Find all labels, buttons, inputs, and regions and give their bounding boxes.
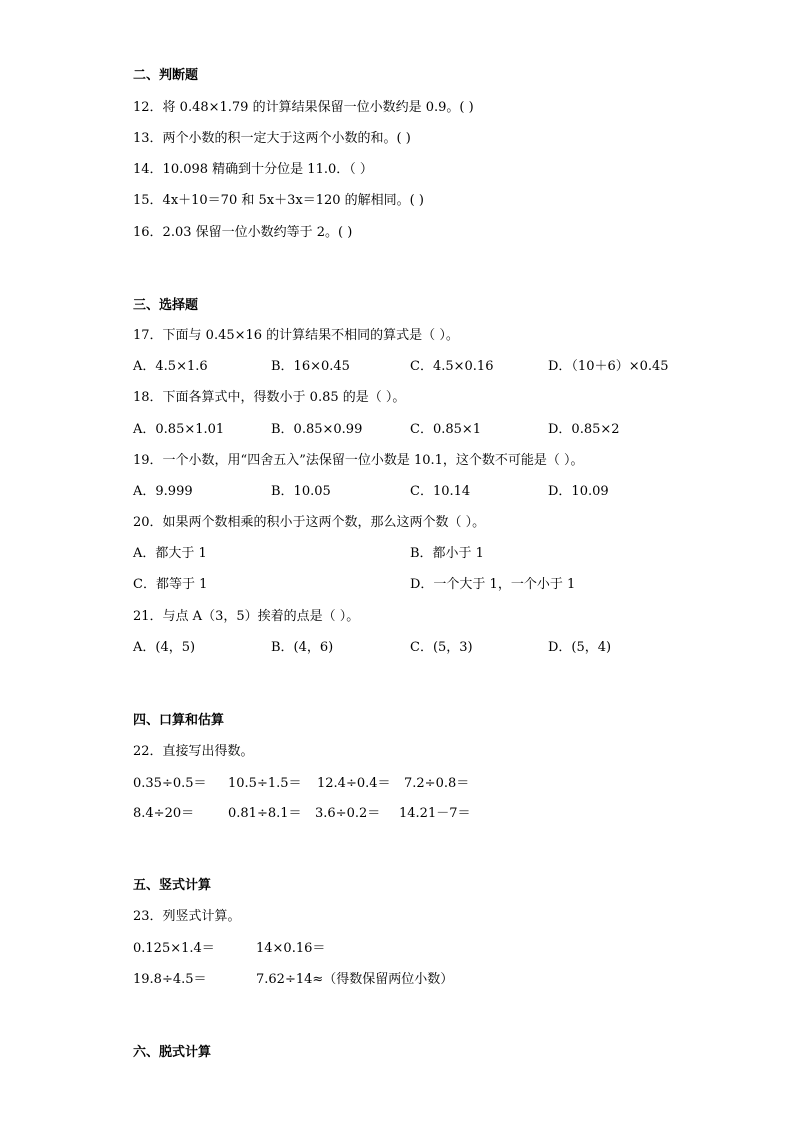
q23-item-4: 7.62÷14≈（得数保留两位小数）	[256, 972, 454, 987]
question-14: 14．10.098 精确到十分位是 11.0．（ ）	[133, 162, 373, 177]
q23-item-3: 19.8÷4.5＝	[133, 972, 207, 987]
question-20: 20．如果两个数相乘的积小于这两个数，那么这两个数（ ）。	[133, 515, 486, 530]
question-13: 13．两个小数的积一定大于这两个小数的和。( )	[133, 131, 411, 146]
q19-option-c: C．10.14	[410, 484, 471, 499]
section-title-step-calc: 六、脱式计算	[133, 1045, 212, 1060]
q19-option-b: B．10.05	[271, 484, 331, 499]
q21-option-b: B．(4，6)	[271, 640, 334, 655]
q20-option-b: B．都小于 1	[410, 546, 484, 561]
question-22: 22．直接写出得数。	[133, 744, 254, 759]
question-19: 19．一个小数，用“四舍五入”法保留一位小数是 10.1，这个数不可能是（ ）。	[133, 453, 584, 468]
question-15: 15．4x＋10＝70 和 5x＋3x＝120 的解相同。( )	[133, 193, 424, 208]
q22-item-3: 12.4÷0.4＝	[317, 776, 391, 791]
q20-option-c: C．都等于 1	[133, 577, 208, 592]
q17-option-c: C．4.5×0.16	[410, 359, 494, 374]
q22-item-7: 3.6÷0.2＝	[315, 806, 381, 821]
question-17: 17．下面与 0.45×16 的计算结果不相同的算式是（ ）。	[133, 328, 459, 343]
question-21: 21．与点 A（3，5）挨着的点是（ ）。	[133, 609, 360, 624]
q22-item-4: 7.2÷0.8＝	[404, 776, 470, 791]
q23-item-1: 0.125×1.4＝	[133, 941, 215, 956]
q17-option-a: A．4.5×1.6	[133, 359, 208, 374]
q17-option-b: B．16×0.45	[271, 359, 350, 374]
q21-option-a: A．(4，5)	[133, 640, 196, 655]
q22-item-6: 0.81÷8.1＝	[228, 806, 302, 821]
q17-option-d: D．（10＋6）×0.45	[548, 359, 669, 374]
section-title-judgment: 二、判断题	[133, 68, 199, 83]
q21-option-d: D．(5，4)	[548, 640, 612, 655]
q21-option-c: C．(5，3)	[410, 640, 473, 655]
question-18: 18．下面各算式中，得数小于 0.85 的是（ ）。	[133, 390, 406, 405]
q19-option-d: D．10.09	[548, 484, 609, 499]
q18-option-b: B．0.85×0.99	[271, 422, 363, 437]
q19-option-a: A．9.999	[133, 484, 193, 499]
q20-option-d: D．一个大于 1，一个小于 1	[410, 577, 576, 592]
question-12: 12．将 0.48×1.79 的计算结果保留一位小数约是 0.9。( )	[133, 100, 474, 115]
q20-option-a: A．都大于 1	[133, 546, 207, 561]
section-title-choice: 三、选择题	[133, 298, 199, 313]
q18-option-c: C．0.85×1	[410, 422, 482, 437]
q22-item-8: 14.21－7＝	[399, 806, 471, 821]
question-16: 16．2.03 保留一位小数约等于 2。( )	[133, 225, 353, 240]
q22-item-1: 0.35÷0.5＝	[133, 776, 207, 791]
section-title-mental-math: 四、口算和估算	[133, 713, 225, 728]
section-title-vertical-calc: 五、竖式计算	[133, 878, 212, 893]
q23-item-2: 14×0.16＝	[256, 941, 326, 956]
q22-item-2: 10.5÷1.5＝	[228, 776, 302, 791]
question-23: 23．列竖式计算。	[133, 909, 241, 924]
q22-item-5: 8.4÷20＝	[133, 806, 195, 821]
q18-option-d: D．0.85×2	[548, 422, 620, 437]
q18-option-a: A．0.85×1.01	[133, 422, 225, 437]
